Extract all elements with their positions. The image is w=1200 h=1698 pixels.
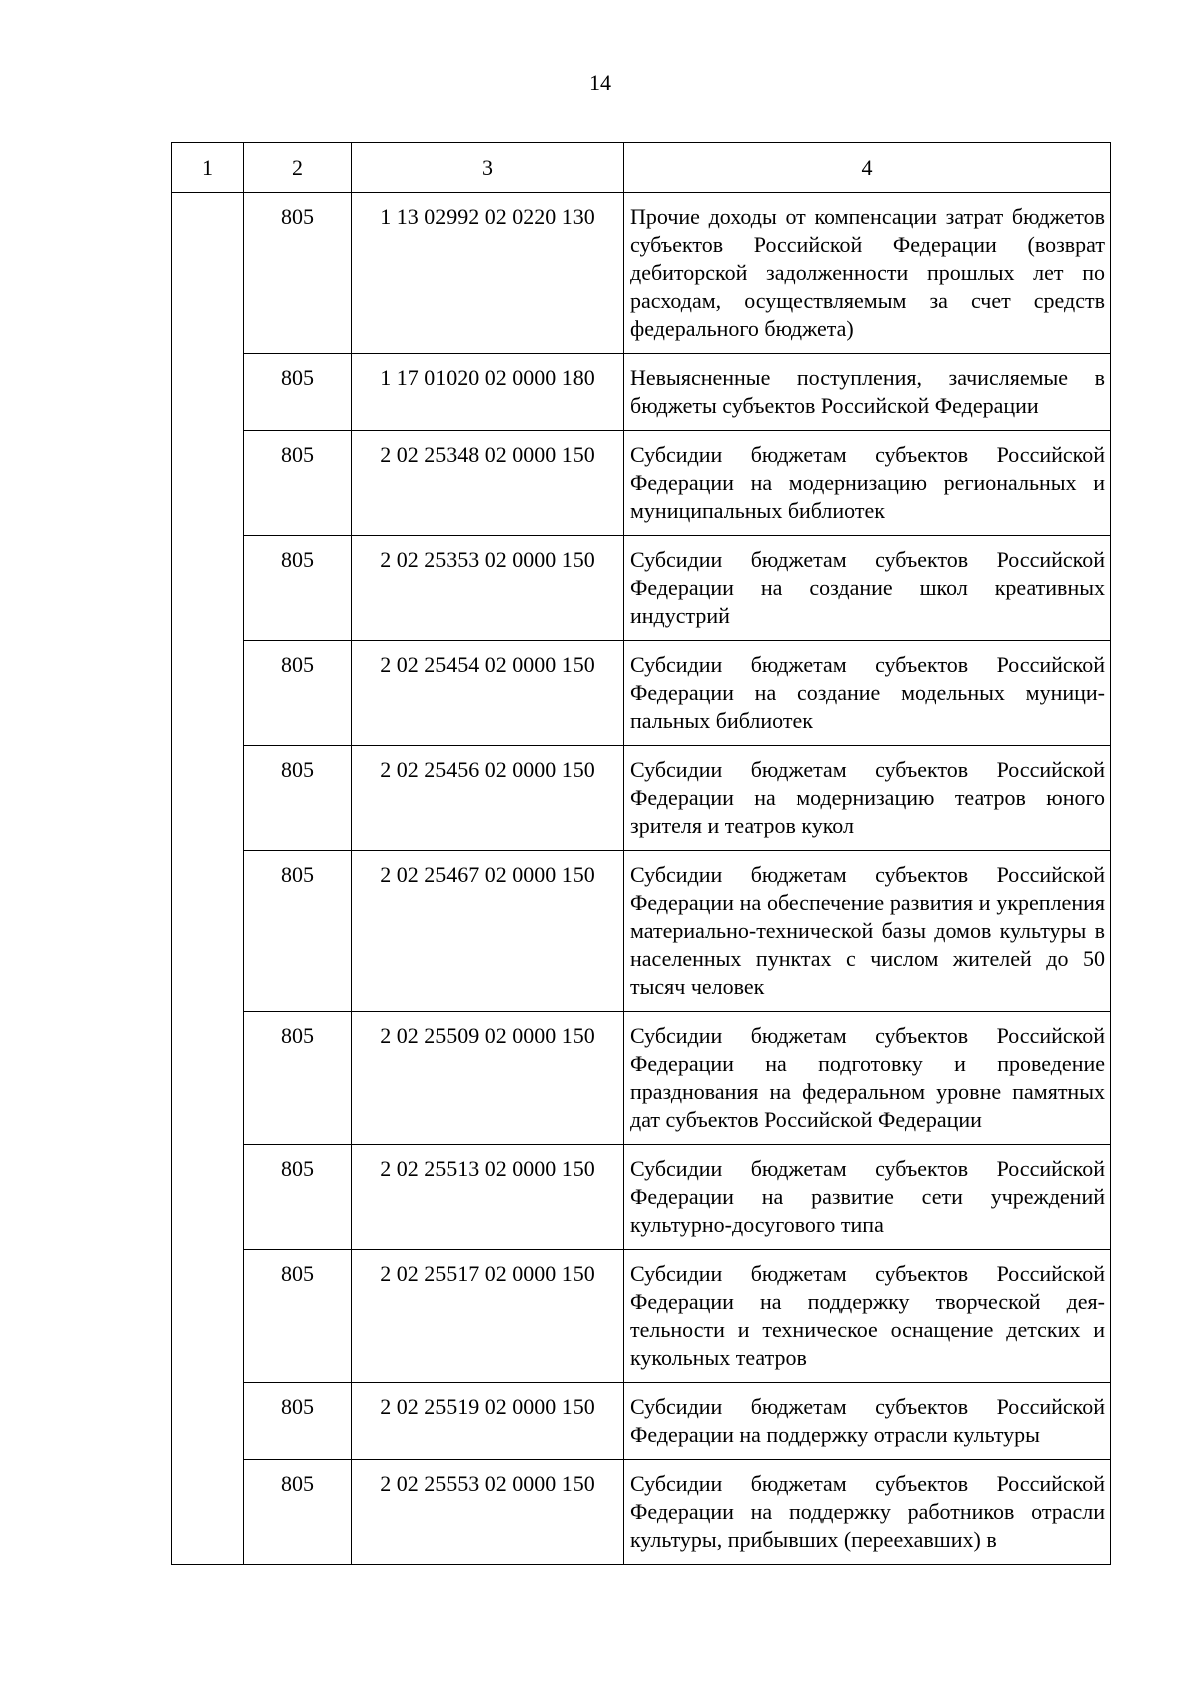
cell-revenue-code: 2 02 25353 02 0000 150 (352, 536, 624, 641)
table-row (172, 1012, 1111, 1145)
cell-revenue-name: Субсидии бюджетам субъектов Российской Федерации на модернизацию региональных и муниципальных библиотек (624, 431, 1111, 536)
page-number: 14 (589, 70, 611, 95)
cell-col1 (172, 431, 244, 536)
cell-revenue-code: 2 02 25454 02 0000 150 (352, 641, 624, 746)
cell-col1 (172, 1383, 244, 1460)
header-col-4: 4 (624, 143, 1111, 193)
table-row (172, 1250, 1111, 1383)
cell-col1 (172, 641, 244, 746)
table-header-row (172, 143, 1111, 193)
table-row (172, 431, 1111, 536)
table-row (172, 193, 1111, 354)
cell-revenue-name: Субсидии бюджетам субъектов Российской Федерации на создание школ креативных индустрий (624, 536, 1111, 641)
table-row (172, 641, 1111, 746)
cell-revenue-code: 2 02 25519 02 0000 150 (352, 1383, 624, 1460)
cell-col1 (172, 193, 244, 354)
cell-revenue-name: Невыясненные поступления, зачисляемые в бюджеты субъектов Российской Федерации (624, 354, 1111, 431)
cell-col1 (172, 354, 244, 431)
cell-revenue-code: 2 02 25456 02 0000 150 (352, 746, 624, 851)
cell-admin-code: 805 (244, 851, 352, 1012)
table-row (172, 1383, 1111, 1460)
table-body (172, 193, 1111, 1565)
cell-col1 (172, 1250, 244, 1383)
cell-admin-code: 805 (244, 746, 352, 851)
cell-admin-code: 805 (244, 354, 352, 431)
cell-admin-code: 805 (244, 1383, 352, 1460)
cell-revenue-code: 2 02 25509 02 0000 150 (352, 1012, 624, 1145)
cell-revenue-name: Субсидии бюджетам субъектов Российской Федерации на модернизацию театров юного зрителя и театров кукол (624, 746, 1111, 851)
cell-revenue-name: Субсидии бюджетам субъектов Российской Федерации на поддержку творческой деятельности и техническое оснащение детских и кукольных театров (624, 1250, 1111, 1383)
cell-admin-code: 805 (244, 1145, 352, 1250)
cell-admin-code: 805 (244, 536, 352, 641)
cell-col1 (172, 851, 244, 1012)
cell-revenue-code: 1 13 02992 02 0220 130 (352, 193, 624, 354)
cell-col1 (172, 1460, 244, 1565)
cell-revenue-name: Прочие доходы от компенсации затрат бюджетов субъектов Российской Федерации (возврат дебиторской задолженности прошлых лет по расходам, осуществляемым за счет средств федерального бюджета) (624, 193, 1111, 354)
table-row (172, 1460, 1111, 1565)
cell-admin-code: 805 (244, 1012, 352, 1145)
cell-revenue-code: 2 02 25348 02 0000 150 (352, 431, 624, 536)
cell-admin-code: 805 (244, 431, 352, 536)
header-col-1: 1 (172, 143, 244, 193)
table-row (172, 851, 1111, 1012)
cell-revenue-name: Субсидии бюджетам субъектов Российской Федерации на развитие сети учреждений культурно-досугового типа (624, 1145, 1111, 1250)
cell-col1 (172, 1145, 244, 1250)
cell-revenue-name: Субсидии бюджетам субъектов Российской Федерации на обеспечение развития и укрепления материально-технической базы домов культуры в населенных пунктах с числом жителей до 50 тысяч человек (624, 851, 1111, 1012)
cell-revenue-code: 2 02 25467 02 0000 150 (352, 851, 624, 1012)
cell-admin-code: 805 (244, 193, 352, 354)
cell-revenue-code: 1 17 01020 02 0000 180 (352, 354, 624, 431)
cell-revenue-code: 2 02 25513 02 0000 150 (352, 1145, 624, 1250)
header-col-3: 3 (352, 143, 624, 193)
header-col-2: 2 (244, 143, 352, 193)
cell-revenue-name: Субсидии бюджетам субъектов Российской Федерации на подготовку и проведение празднования на федеральном уровне памятных дат субъектов Российской Федерации (624, 1012, 1111, 1145)
cell-revenue-name: Субсидии бюджетам субъектов Российской Федерации на поддержку отрасли культуры (624, 1383, 1111, 1460)
cell-admin-code: 805 (244, 641, 352, 746)
cell-revenue-name: Субсидии бюджетам субъектов Российской Федерации на создание модельных муниципальных библиотек (624, 641, 1111, 746)
cell-col1 (172, 746, 244, 851)
cell-revenue-code: 2 02 25517 02 0000 150 (352, 1250, 624, 1383)
cell-admin-code: 805 (244, 1250, 352, 1383)
cell-col1 (172, 1012, 244, 1145)
cell-admin-code: 805 (244, 1460, 352, 1565)
budget-revenue-table (171, 142, 1111, 1565)
table-row (172, 536, 1111, 641)
cell-col1 (172, 536, 244, 641)
table-row (172, 1145, 1111, 1250)
table-row (172, 746, 1111, 851)
cell-revenue-name: Субсидии бюджетам субъектов Российской Федерации на поддержку работников отрасли культуры, прибывших (переехавших) в (624, 1460, 1111, 1565)
table-row (172, 354, 1111, 431)
cell-revenue-code: 2 02 25553 02 0000 150 (352, 1460, 624, 1565)
